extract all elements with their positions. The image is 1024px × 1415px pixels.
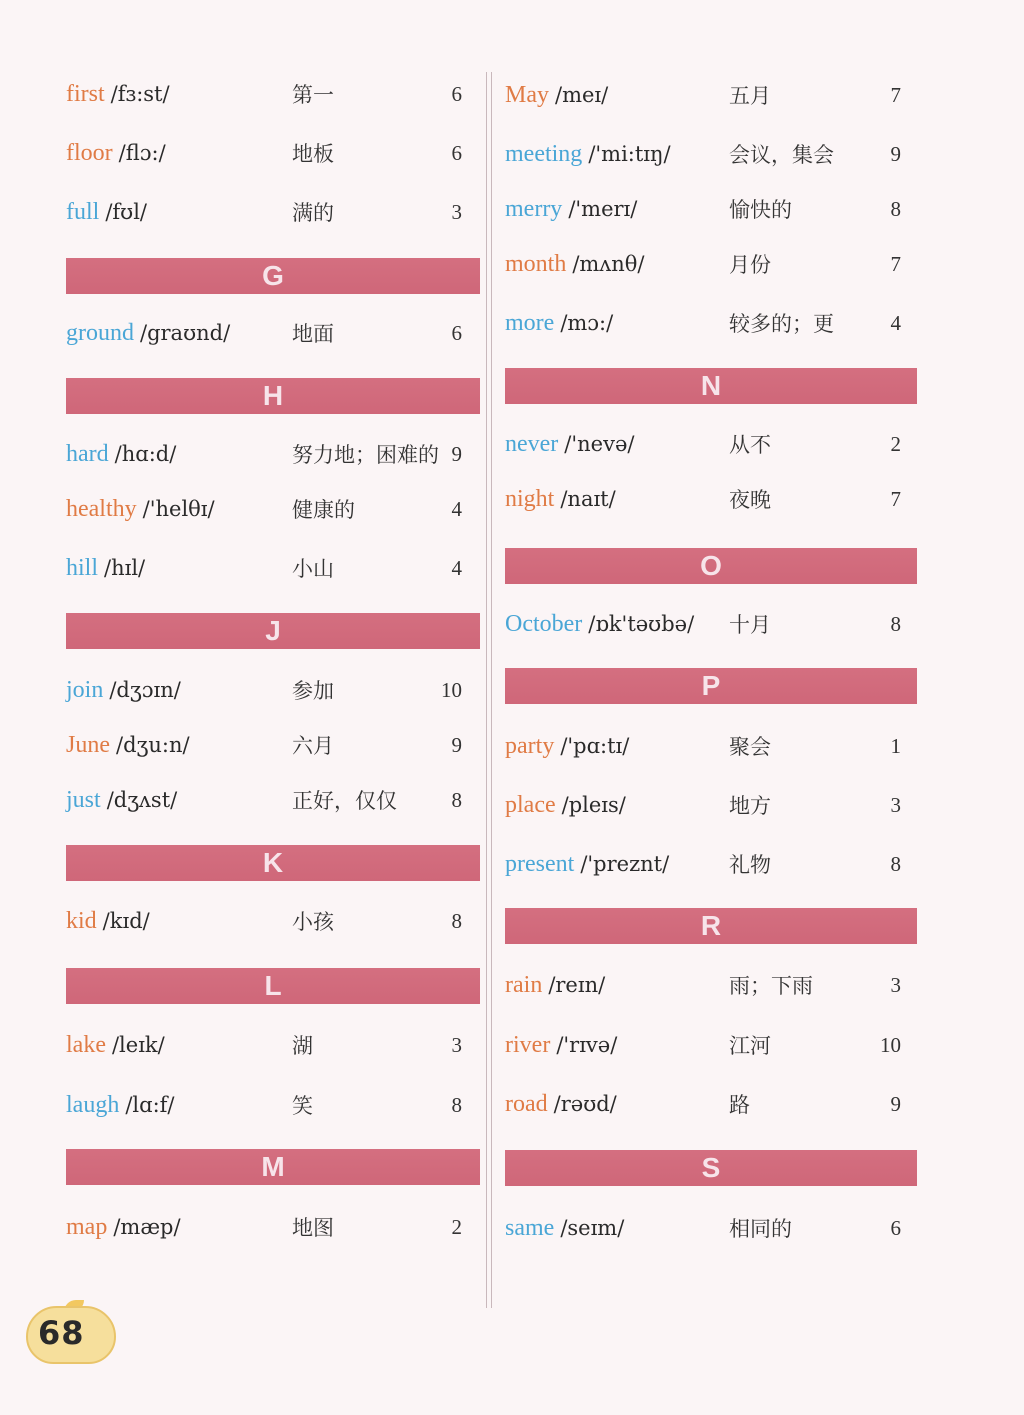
vocab-entry-meeting <box>505 134 917 174</box>
vocab-phonetic: /fɜ:st/ <box>110 82 170 106</box>
vocab-unit: 3 <box>890 792 901 817</box>
vocab-unit: 6 <box>451 81 462 106</box>
vocab-unit: 9 <box>890 141 901 166</box>
vocab-entry-hill <box>66 548 480 588</box>
vocab-phonetic: /dʒʌst/ <box>106 788 178 812</box>
vocab-unit: 3 <box>890 972 901 997</box>
vocab-entry-road <box>505 1084 917 1124</box>
vocab-word: never <box>505 430 559 457</box>
vocab-meaning: 地面 <box>292 322 334 346</box>
letter-band-k <box>66 845 480 881</box>
vocab-unit: 10 <box>880 1032 901 1057</box>
vocab-unit: 2 <box>890 431 901 456</box>
vocab-phonetic: /flɔ:/ <box>118 141 166 165</box>
letter-heading: L <box>264 970 282 1001</box>
vocab-phonetic: /dʒu:n/ <box>116 733 190 757</box>
vocab-unit: 6 <box>451 140 462 165</box>
letter-band-h <box>66 378 480 414</box>
vocab-entry-present <box>505 844 917 884</box>
vocab-unit: 8 <box>890 851 901 876</box>
letter-heading: S <box>701 1152 721 1183</box>
vocab-unit: 7 <box>890 251 901 276</box>
vocab-meaning: 月份 <box>729 253 771 277</box>
letter-heading: G <box>262 260 284 291</box>
vocab-entry-first <box>66 74 480 114</box>
vocab-entry-rain <box>505 965 917 1005</box>
vocab-unit: 9 <box>451 732 462 757</box>
vocab-word: healthy <box>66 495 137 522</box>
vocab-word: month <box>505 250 567 277</box>
vocab-phonetic: /seɪm/ <box>560 1216 625 1240</box>
vocab-phonetic: /rəʊd/ <box>553 1092 617 1116</box>
vocab-phonetic: /fʊl/ <box>105 200 147 224</box>
vocab-word: ground <box>66 319 134 346</box>
vocab-entry-june <box>66 725 480 765</box>
vocab-word: river <box>505 1031 551 1058</box>
vocab-entry-place <box>505 785 917 825</box>
vocab-entry-month <box>505 244 917 284</box>
vocab-unit: 8 <box>451 908 462 933</box>
vocab-entry-october <box>505 604 917 644</box>
vocab-unit: 6 <box>890 1215 901 1240</box>
vocab-phonetic: /'merɪ/ <box>568 197 638 221</box>
vocab-meaning: 五月 <box>729 84 771 108</box>
vocab-meaning: 礼物 <box>729 853 771 877</box>
vocab-phonetic: /'helθɪ/ <box>142 497 215 521</box>
vocab-unit: 8 <box>451 787 462 812</box>
vocab-phonetic: /pleɪs/ <box>561 793 626 817</box>
vocab-phonetic: /'mi:tɪŋ/ <box>588 142 671 166</box>
left-column <box>66 0 480 1415</box>
vocab-meaning: 正好，仅仅 <box>292 789 397 813</box>
vocab-meaning: 参加 <box>292 679 334 703</box>
vocab-unit: 10 <box>441 677 462 702</box>
vocab-entry-join <box>66 670 480 710</box>
vocab-unit: 2 <box>451 1214 462 1239</box>
letter-band-p <box>505 668 917 704</box>
vocab-word: first <box>66 80 105 107</box>
vocab-phonetic: /hɪl/ <box>104 556 146 580</box>
vocab-phonetic: /reɪn/ <box>548 973 606 997</box>
vocab-word: present <box>505 850 575 877</box>
vocab-entry-just <box>66 780 480 820</box>
vocab-phonetic: /mɔ:/ <box>560 311 614 335</box>
vocab-meaning: 夜晚 <box>729 488 771 512</box>
vocab-unit: 4 <box>451 496 462 521</box>
vocab-entry-may <box>505 75 917 115</box>
vocab-unit: 6 <box>451 320 462 345</box>
vocab-unit: 8 <box>451 1092 462 1117</box>
vocab-phonetic: /'nevə/ <box>564 432 635 456</box>
vocab-phonetic: /ɒk'təʊbə/ <box>588 612 695 636</box>
vocab-phonetic: /meɪ/ <box>555 83 609 107</box>
letter-band-o <box>505 548 917 584</box>
letter-band-n <box>505 368 917 404</box>
column-divider <box>486 72 492 1308</box>
vocab-entry-floor <box>66 133 480 173</box>
vocab-entry-laugh <box>66 1085 480 1125</box>
vocab-word: hill <box>66 554 99 581</box>
vocab-entry-never <box>505 424 917 464</box>
vocab-entry-same <box>505 1208 917 1248</box>
vocab-word: June <box>66 731 110 758</box>
vocab-word: May <box>505 81 549 108</box>
vocab-entry-full <box>66 192 480 232</box>
vocab-phonetic: /dʒɔɪn/ <box>109 678 181 702</box>
vocab-meaning: 第一 <box>292 83 334 107</box>
vocab-meaning: 满的 <box>292 201 334 225</box>
vocab-entry-ground <box>66 313 480 353</box>
vocab-unit: 4 <box>890 310 901 335</box>
vocab-word: same <box>505 1214 555 1241</box>
vocab-phonetic: /kɪd/ <box>102 909 150 933</box>
letter-band-s <box>505 1150 917 1186</box>
letter-heading: M <box>261 1151 285 1182</box>
vocab-meaning: 会议，集会 <box>729 143 834 167</box>
vocab-meaning: 愉快的 <box>729 198 792 222</box>
vocab-phonetic: /graʊnd/ <box>140 321 231 345</box>
letter-band-j <box>66 613 480 649</box>
vocab-meaning: 雨；下雨 <box>729 974 813 998</box>
vocab-meaning: 健康的 <box>292 498 355 522</box>
vocab-unit: 8 <box>890 611 901 636</box>
page-number-badge <box>26 1300 118 1364</box>
vocab-meaning: 十月 <box>729 613 771 637</box>
vocab-entry-river <box>505 1025 917 1065</box>
vocab-phonetic: /mæp/ <box>113 1215 181 1239</box>
vocab-meaning: 小山 <box>292 557 334 581</box>
vocab-entry-night <box>505 479 917 519</box>
vocab-meaning: 地方 <box>729 794 771 818</box>
right-column <box>505 0 917 1415</box>
vocab-phonetic: /naɪt/ <box>560 487 616 511</box>
letter-band-m <box>66 1149 480 1185</box>
vocab-meaning: 从不 <box>729 433 771 457</box>
vocab-word: party <box>505 732 555 759</box>
vocab-meaning: 较多的；更 <box>729 312 834 336</box>
vocab-word: laugh <box>66 1091 120 1118</box>
vocab-meaning: 聚会 <box>729 735 771 759</box>
vocab-entry-party <box>505 726 917 766</box>
vocab-word: full <box>66 198 100 225</box>
vocab-word: lake <box>66 1031 106 1058</box>
letter-band-l <box>66 968 480 1004</box>
vocab-meaning: 小孩 <box>292 910 334 934</box>
vocab-meaning: 相同的 <box>729 1217 792 1241</box>
vocab-entry-map <box>66 1207 480 1247</box>
vocab-word: road <box>505 1090 548 1117</box>
vocab-word: map <box>66 1213 108 1240</box>
vocab-word: place <box>505 791 556 818</box>
vocab-phonetic: /mʌnθ/ <box>572 252 645 276</box>
vocab-unit: 9 <box>890 1091 901 1116</box>
vocab-phonetic: /'preznt/ <box>580 852 670 876</box>
vocab-word: meeting <box>505 140 583 167</box>
letter-heading: P <box>701 670 721 701</box>
vocab-phonetic: /leɪk/ <box>111 1033 165 1057</box>
vocab-entry-kid <box>66 901 480 941</box>
vocab-meaning: 路 <box>729 1093 750 1117</box>
vocab-word: night <box>505 485 555 512</box>
vocab-meaning: 湖 <box>292 1034 313 1058</box>
vocab-word: just <box>66 786 101 813</box>
letter-heading: J <box>265 615 281 646</box>
vocab-phonetic: /lɑ:f/ <box>125 1093 175 1117</box>
letter-band-r <box>505 908 917 944</box>
vocab-phonetic: /'pɑ:tɪ/ <box>560 734 630 758</box>
vocab-word: October <box>505 610 583 637</box>
vocab-entry-hard <box>66 434 480 474</box>
vocab-meaning: 六月 <box>292 734 334 758</box>
vocab-word: join <box>66 676 104 703</box>
vocab-unit: 1 <box>890 733 901 758</box>
letter-heading: K <box>262 847 284 878</box>
vocab-unit: 3 <box>451 1032 462 1057</box>
vocab-word: more <box>505 309 555 336</box>
letter-heading: N <box>700 370 722 401</box>
letter-heading: O <box>700 550 722 581</box>
vocab-word: merry <box>505 195 563 222</box>
vocab-entry-merry <box>505 189 917 229</box>
vocab-word: floor <box>66 139 113 166</box>
vocab-phonetic: /'rɪvə/ <box>556 1033 618 1057</box>
vocab-word: rain <box>505 971 543 998</box>
page-number: 68 <box>38 1314 85 1352</box>
vocab-entry-healthy <box>66 489 480 529</box>
vocab-unit: 7 <box>890 82 901 107</box>
letter-heading: R <box>700 910 722 941</box>
vocab-unit: 9 <box>451 441 462 466</box>
vocab-word: hard <box>66 440 109 467</box>
vocab-unit: 4 <box>451 555 462 580</box>
vocab-unit: 3 <box>451 199 462 224</box>
vocab-unit: 7 <box>890 486 901 511</box>
letter-band-g <box>66 258 480 294</box>
vocab-meaning: 地图 <box>292 1216 334 1240</box>
vocab-meaning: 努力地；困难的 <box>292 443 439 467</box>
vocab-meaning: 笑 <box>292 1094 313 1118</box>
vocab-entry-more <box>505 303 917 343</box>
vocab-meaning: 地板 <box>292 142 334 166</box>
vocab-phonetic: /hɑ:d/ <box>114 442 177 466</box>
vocab-meaning: 江河 <box>729 1034 771 1058</box>
vocab-entry-lake <box>66 1025 480 1065</box>
vocab-unit: 8 <box>890 196 901 221</box>
letter-heading: H <box>262 380 284 411</box>
vocab-word: kid <box>66 907 97 934</box>
